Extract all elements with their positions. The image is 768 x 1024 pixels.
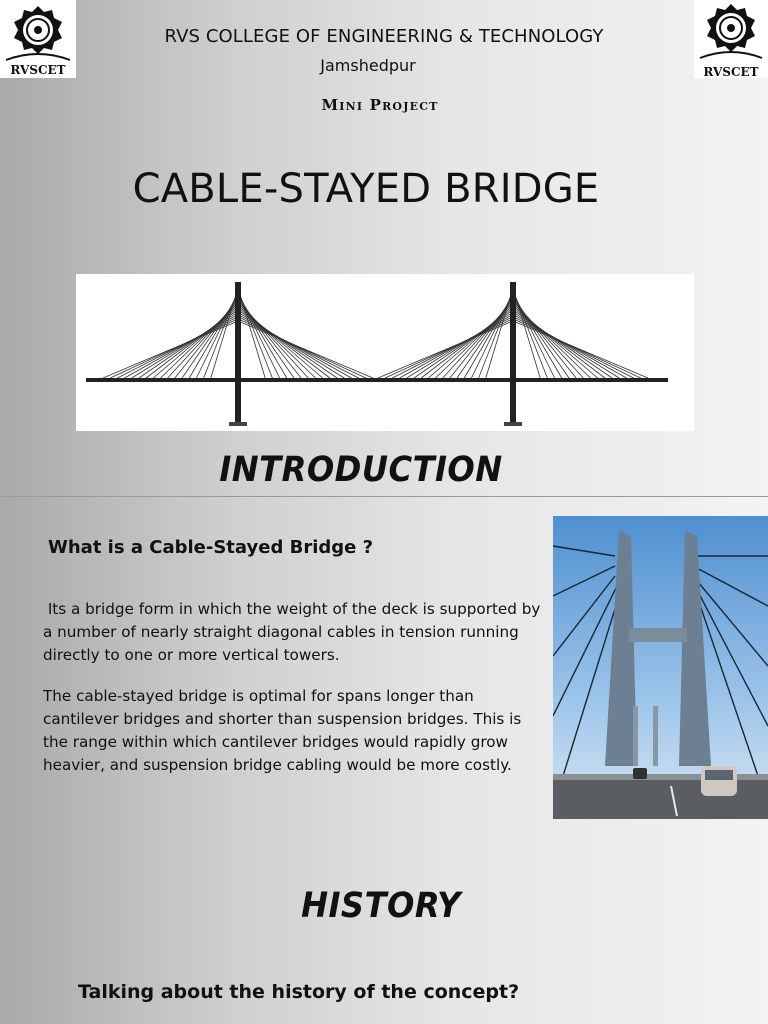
introduction-paragraph-2: The cable-stayed bridge is optimal for spans longer than cantilever bridges and shorter than suspension bridges. This is the range within which cantilever bridges would rapidly grow heavier, and suspension bridge cabling would be more costly.	[43, 687, 522, 774]
history-heading: HISTORY	[301, 886, 461, 926]
page-title: CABLE-STAYED BRIDGE	[132, 166, 600, 212]
project-subtitle: Mini Project	[321, 96, 439, 114]
introduction-heading: INTRODUCTION	[219, 450, 503, 490]
introduction-question: What is a Cable-Stayed Bridge ?	[48, 537, 374, 558]
college-name: RVS COLLEGE OF ENGINEERING & TECHNOLOGY	[164, 26, 604, 47]
section-divider	[0, 496, 768, 497]
logo-right-text: RVSCET	[703, 65, 759, 78]
bridge-photo-image	[553, 516, 768, 819]
history-question: Talking about the history of the concept?	[78, 981, 520, 1003]
college-city: Jamshedpur	[320, 56, 416, 75]
bridge-diagram-image	[76, 274, 694, 431]
introduction-paragraph-1: Its a bridge form in which the weight of the deck is supported by a number of nearly straight diagonal cables in tension running directly to one or more vertical towers.	[43, 600, 546, 664]
logo-left-text: RVSCET	[10, 63, 66, 77]
